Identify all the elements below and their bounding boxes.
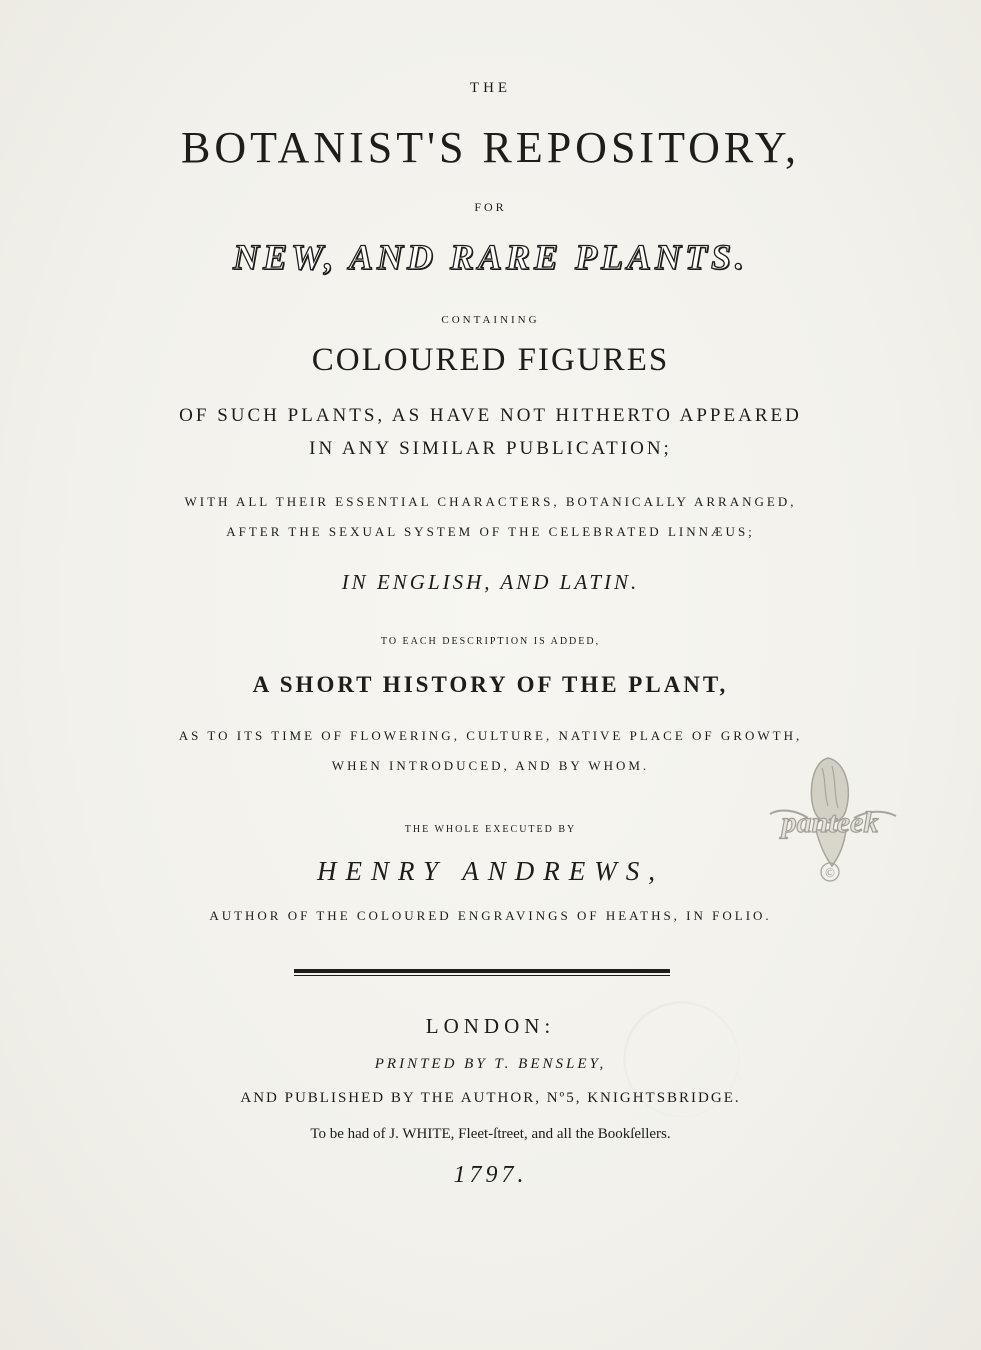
imprint-publisher: AND PUBLISHED BY THE AUTHOR, Nº5, KNIGHTSBRIDGE. <box>240 1090 741 1106</box>
rule-thick <box>294 969 670 973</box>
blind-stamp <box>624 1002 738 1116</box>
history-line-1: AS TO ITS TIME OF FLOWERING, CULTURE, NATIVE PLACE OF GROWTH, <box>178 728 803 743</box>
copyright-symbol: © <box>824 866 836 880</box>
description-line-2: IN ANY SIMILAR PUBLICATION; <box>309 438 672 459</box>
for-line: FOR <box>474 200 507 214</box>
imprint-bookseller: To be had of J. WHITE, Fleet-ſtreet, and all the Bookſellers. <box>310 1126 671 1142</box>
to-each-line: TO EACH DESCRIPTION IS ADDED, <box>380 636 601 647</box>
panteek-watermark-logo <box>750 748 910 898</box>
characters-line-2: AFTER THE SEXUAL SYSTEM OF THE CELEBRATED LINNÆUS; <box>226 524 755 539</box>
description-line-1: OF SUCH PLANTS, AS HAVE NOT HITHERTO APPEARED <box>179 405 802 426</box>
characters-line-1: WITH ALL THEIR ESSENTIAL CHARACTERS, BOTANICALLY ARRANGED, <box>184 494 797 509</box>
book-subtitle: NEW, AND RARE PLANTS. <box>232 237 749 277</box>
history-line-2: WHEN INTRODUCED, AND BY WHOM. <box>331 758 650 773</box>
title-article: THE <box>469 80 512 96</box>
author-credentials: AUTHOR OF THE COLOURED ENGRAVINGS OF HEATHS, IN FOLIO. <box>209 908 772 923</box>
short-history-heading: A SHORT HISTORY OF THE PLANT, <box>252 672 729 697</box>
imprint-city: LONDON: <box>425 1014 556 1038</box>
coloured-figures-heading: COLOURED FIGURES <box>311 342 670 378</box>
imprint-year: 1797. <box>453 1162 528 1188</box>
author-name: HENRY ANDREWS, <box>316 856 664 886</box>
rule-thin <box>294 975 670 976</box>
containing-line: CONTAINING <box>441 314 540 326</box>
imprint-printer: PRINTED BY T. BENSLEY, <box>374 1056 607 1072</box>
watermark-text: panteek <box>781 806 879 839</box>
double-rule-divider <box>294 969 670 976</box>
languages-line: IN ENGLISH, AND LATIN. <box>341 570 640 594</box>
book-title: BOTANIST'S REPOSITORY, <box>181 123 800 172</box>
whole-executed-line: THE WHOLE EXECUTED BY <box>404 824 577 835</box>
